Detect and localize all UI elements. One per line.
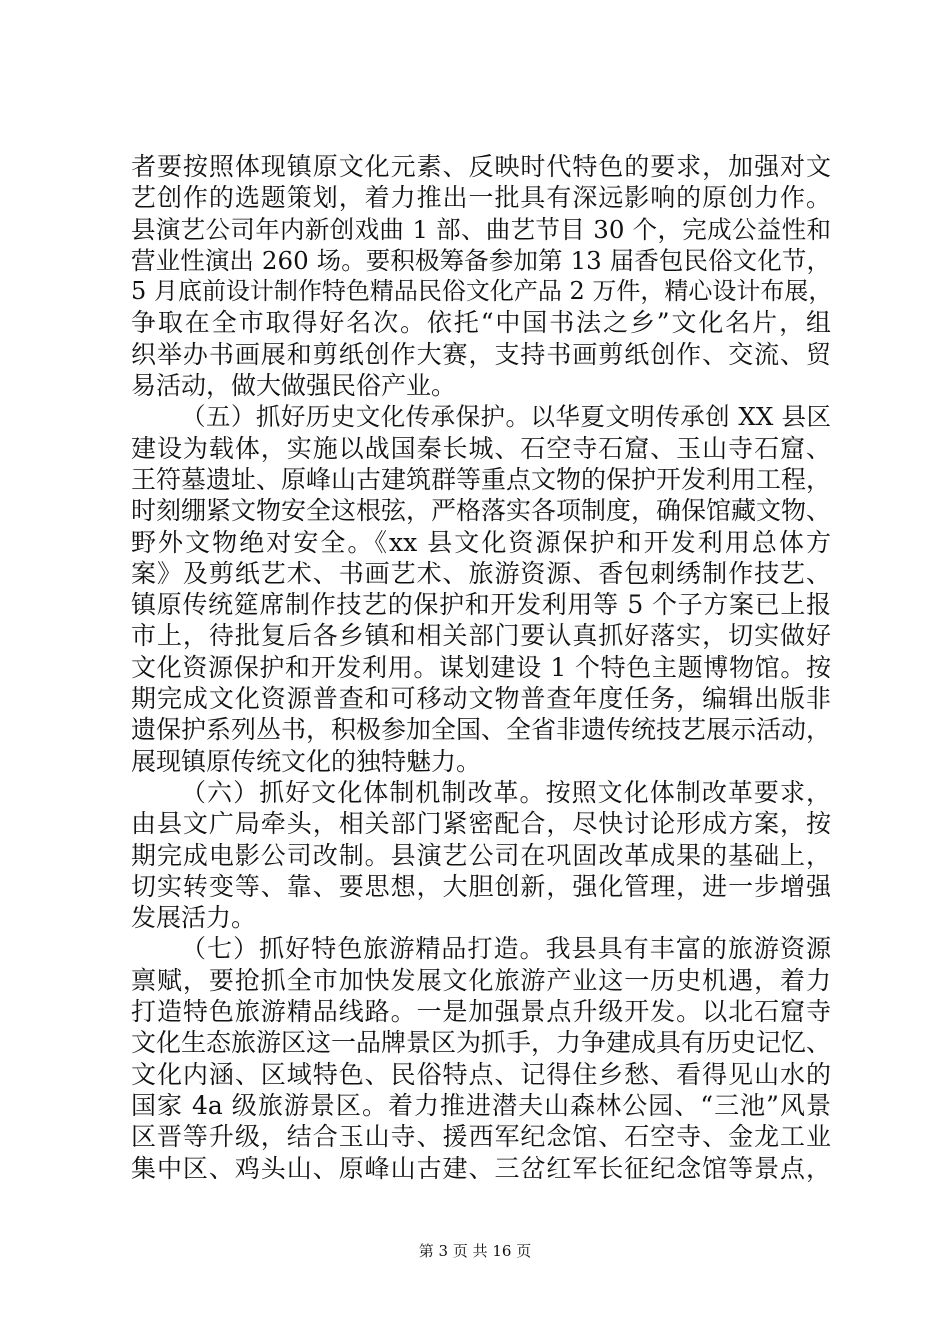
text-line: 区晋等升级，结合玉山寺、援西军纪念馆、石空寺、金龙工业: [131, 1122, 831, 1152]
text-line: 文化内涵、区域特色、民俗特点、记得住乡愁、看得见山水的: [131, 1059, 831, 1089]
text-line: 文化资源保护和开发利用。谋划建设 1 个特色主题博物馆。按: [131, 652, 831, 682]
text-line: 野外文物绝对安全。《xx 县文化资源保护和开发利用总体方: [131, 527, 831, 557]
text-line: 时刻绷紧文物安全这根弦，严格落实各项制度，确保馆藏文物、: [131, 496, 832, 526]
text-line: 王符墓遗址、原峰山古建筑群等重点文物的保护开发利用工程，: [131, 464, 832, 494]
text-line: （七）抓好特色旅游精品打造。我县具有丰富的旅游资源: [181, 934, 831, 964]
text-line: 营业性演出 260 场。要积极筹备参加第 13 届香包民俗文化节，: [131, 245, 831, 275]
text-line: 5 月底前设计制作特色精品民俗文化产品 2 万件，精心设计布展，: [131, 277, 833, 306]
text-line: 由县文广局牵头，相关部门紧密配合，尽快讨论形成方案，按: [131, 809, 831, 839]
text-line: 易活动，做大做强民俗产业。: [131, 371, 457, 401]
text-line: 者要按照体现镇原文化元素、反映时代特色的要求，加强对文: [131, 152, 831, 181]
text-line: 案》及剪纸艺术、书画艺术、旅游资源、香包刺绣制作技艺、: [131, 558, 831, 588]
text-line: 艺创作的选题策划，着力推出一批具有深远影响的原创力作。: [131, 183, 831, 213]
text-line: （六）抓好文化体制机制改革。按照文化体制改革要求，: [181, 777, 831, 807]
text-line: 遗保护系列丛书，积极参加全国、全省非遗传统技艺展示活动，: [131, 715, 832, 745]
text-line: 市上，待批复后各乡镇和相关部门要认真抓好落实，切实做好: [131, 621, 831, 651]
text-line: 建设为载体，实施以战国秦长城、石空寺石窟、玉山寺石窟、: [131, 433, 831, 463]
text-line: 织举办书画展和剪纸创作大赛，支持书画剪纸创作、交流、贸: [131, 339, 831, 369]
text-line: 镇原传统筵席制作技艺的保护和开发利用等 5 个子方案已上报: [131, 590, 831, 620]
text-line: 期完成电影公司改制。县演艺公司在巩固改革成果的基础上，: [131, 840, 831, 870]
text-line: 展现镇原传统文化的独特魅力。: [131, 746, 482, 776]
text-line: 期完成文化资源普查和可移动文物普查年度任务，编辑出版非: [131, 684, 831, 714]
text-line: 切实转变等、靠、要思想，大胆创新，强化管理，进一步增强: [131, 871, 831, 901]
text-line: 县演艺公司年内新创戏曲 1 部、曲艺节目 30 个，完成公益性和: [131, 214, 831, 244]
text-line: 禀赋，要抢抓全市加快发展文化旅游产业这一历史机遇，着力: [131, 965, 831, 995]
page-footer: 第 3 页 共 16 页: [418, 1242, 532, 1260]
text-line: 集中区、鸡头山、原峰山古建、三岔红军长征纪念馆等景点，: [131, 1153, 831, 1183]
text-line: （五）抓好历史文化传承保护。以华夏文明传承创 XX 县区: [181, 402, 831, 432]
text-line: 发展活力。: [131, 903, 257, 933]
text-line: 文化生态旅游区这一品牌景区为抓手，力争建成具有历史记忆、: [131, 1028, 832, 1058]
text-line: 争取在全市取得好名次。依托“中国书法之乡”文化名片，组: [131, 308, 831, 338]
document-body: [131, 151, 831, 1184]
text-line: 国家 4a 级旅游景区。着力推进潜夫山森林公园、“三池”风景: [131, 1090, 831, 1120]
text-line: 打造特色旅游精品线路。一是加强景点升级开发。以北石窟寺: [131, 997, 831, 1027]
